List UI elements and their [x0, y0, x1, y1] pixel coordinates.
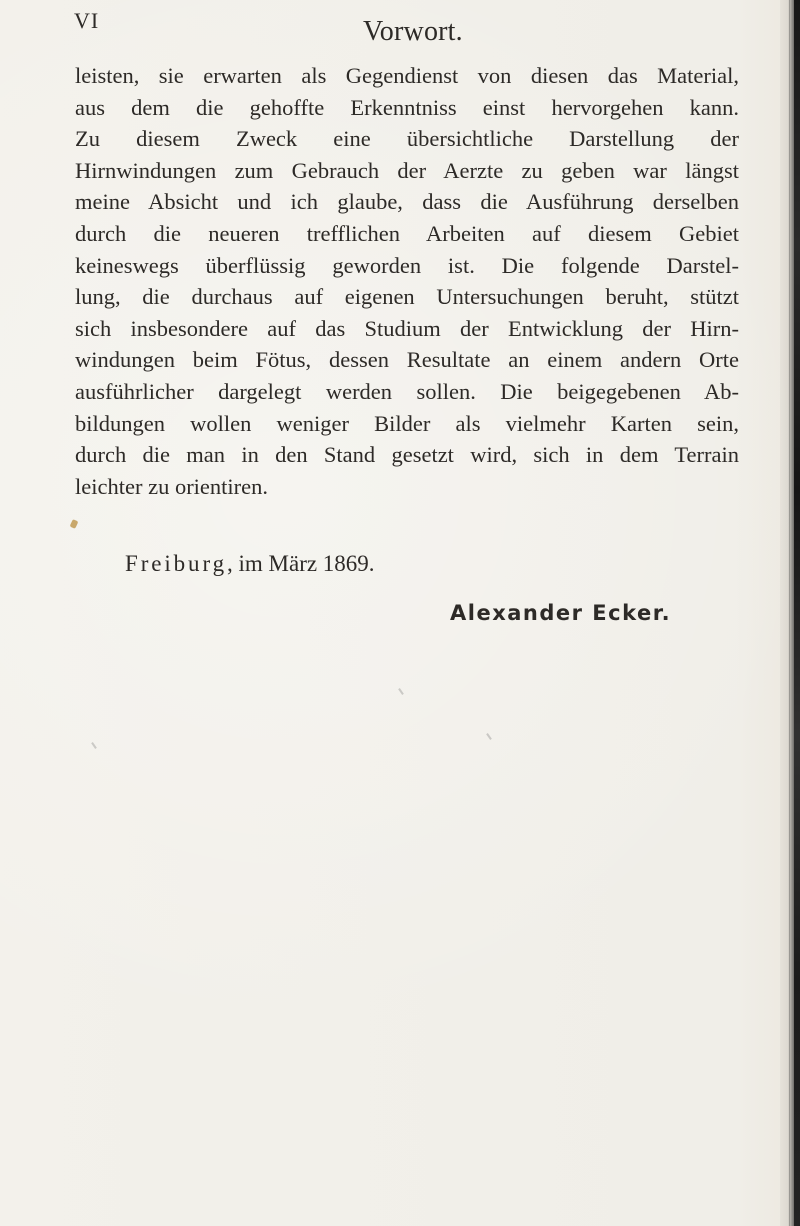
page-edge-line	[789, 0, 790, 1226]
text-line-9: sich insbesondere auf das Studium der Entwicklung der Hirn-	[75, 315, 739, 341]
text-line-1: leisten, sie erwarten als Gegendienst von diesen das Material,	[75, 63, 739, 88]
text-line-3: Zu diesem Zweck eine übersichtliche Darstellung der	[75, 126, 739, 152]
place-and-date	[125, 552, 375, 575]
text-line-12: bildungen wollen weniger Bilder als vielmehr Karten sein,	[75, 410, 739, 436]
page-number: VI	[74, 8, 100, 33]
text-line-7: keineswegs überflüssig geworden ist. Die folgende Darstel-	[75, 252, 739, 278]
dark-page-border	[794, 0, 800, 1226]
author-signature: Alexander Ecker.	[450, 601, 672, 625]
text-line-11: ausführlicher dargelegt werden sollen. Die beigegebenen Ab-	[75, 378, 739, 404]
text-line-13: durch die man in den Stand gesetzt wird, sich in dem Terrain	[75, 442, 739, 468]
text-line-10: windungen beim Fötus, dessen Resultate an einem andern Orte	[75, 347, 739, 373]
text-line-6: durch die neueren trefflichen Arbeiten auf diesem Gebiet	[75, 220, 739, 246]
text-line-5: meine Absicht und ich glaube, dass die Ausführung derselben	[75, 189, 739, 215]
paper-speck	[486, 733, 492, 740]
paper-speck	[398, 688, 404, 695]
text-line-2: aus dem die gehoffte Erkenntniss einst hervorgehen kann.	[75, 94, 739, 120]
text-line-14: leichter zu orientiren.	[75, 473, 269, 499]
date-text: , im März 1869.	[227, 551, 375, 576]
running-title: Vorwort.	[363, 16, 463, 47]
ink-spot	[70, 519, 79, 529]
preface-text	[75, 60, 739, 502]
paper-speck	[91, 742, 97, 749]
text-line-8: lung, die durchaus auf eigenen Untersuchungen beruht, stützt	[75, 284, 739, 310]
text-line-4: Hirnwindungen zum Gebrauch der Aerzte zu geben war längst	[75, 157, 739, 183]
place-name: Freiburg	[125, 551, 227, 576]
